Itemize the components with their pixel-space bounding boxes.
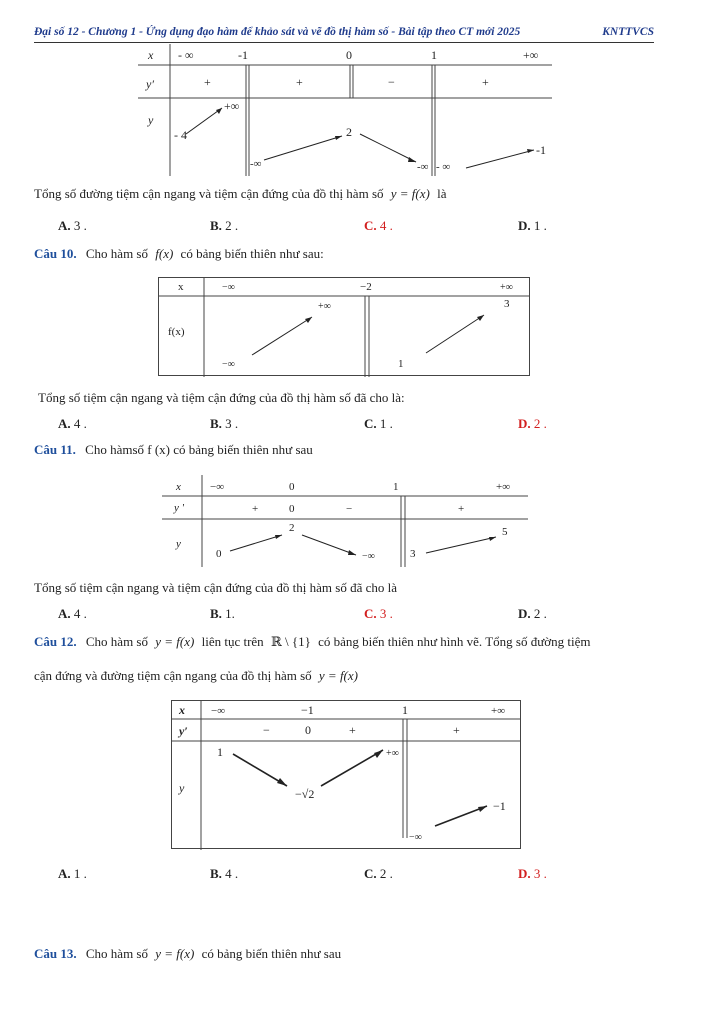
t11-arrow-1 <box>230 535 282 551</box>
t10-arrow-2 <box>426 315 484 353</box>
q11-statement: Tổng số tiệm cận ngang và tiệm cận đứng của đồ thị hàm số đã cho là <box>34 580 398 595</box>
t9-y-val-0: - 4 <box>174 128 187 142</box>
t11-x-val-0: −∞ <box>210 481 225 493</box>
t11-arrow-2 <box>302 535 356 555</box>
q10-prompt: Câu 10. Cho hàm số f(x) có bảng biến thiên như sau: <box>34 246 324 261</box>
t10-y-label: f(x) <box>168 326 185 338</box>
t9-sign-0: + <box>204 75 211 89</box>
t10-x-val-0: −∞ <box>222 282 235 293</box>
t12-sign-2: + <box>349 723 356 737</box>
q12-answer-b[interactable]: B. 4 . <box>210 866 239 881</box>
q11-answer-a[interactable]: A. 4 . <box>58 606 87 621</box>
t9-yp-label: y′ <box>146 77 154 91</box>
q11-label: Câu 11. <box>34 442 76 457</box>
header-tag: KNTTVCS <box>602 26 654 38</box>
q10-answer-d[interactable]: D. 2 . <box>518 416 547 431</box>
t12-y-val-4: −1 <box>493 799 506 813</box>
variation-table-q9 <box>138 44 552 176</box>
t12-x-val-3: +∞ <box>491 705 506 717</box>
t11-x-val-2: 1 <box>393 481 399 493</box>
t9-x-label: x <box>148 48 154 62</box>
t12-x-val-2: 1 <box>402 703 408 717</box>
q9-answer-c[interactable]: C. 4 . <box>364 218 393 233</box>
page-header <box>34 24 654 43</box>
t12-x-val-1: −1 <box>301 703 314 717</box>
t9-arrow-down <box>360 134 416 162</box>
q12-answer-a[interactable]: A. 1 . <box>58 866 87 881</box>
t11-y-val-3: 3 <box>410 548 416 560</box>
t9-arrow-up-1 <box>186 108 222 134</box>
q10-formula: f(x) <box>155 246 174 261</box>
q11-answer-b[interactable]: B. 1. <box>210 606 235 621</box>
t12-y-val-0: 1 <box>217 745 223 759</box>
t11-yp-label: y ' <box>174 502 184 514</box>
q11-answer-d[interactable]: D. 2 . <box>518 606 547 621</box>
variation-table-q10 <box>158 277 530 377</box>
t12-arrow-2 <box>321 750 383 786</box>
t11-arrow-3 <box>426 537 496 553</box>
t10-x-val-2: +∞ <box>500 282 513 293</box>
t10-y-val-2: 3 <box>504 298 510 310</box>
q12-answer-c[interactable]: C. 2 . <box>364 866 393 881</box>
t11-x-val-3: +∞ <box>496 481 511 493</box>
t9-y-label: y <box>148 113 154 127</box>
t11-x-val-1: 0 <box>289 481 295 493</box>
t12-y-val-2: +∞ <box>386 748 399 759</box>
t9-sign-1: + <box>296 75 303 89</box>
t9-x-val-1: -1 <box>238 48 248 62</box>
t11-sign-3: + <box>458 503 465 515</box>
t12-sign-1: 0 <box>305 723 311 737</box>
q12-prompt-line2: cận đứng và đường tiệm cận ngang của đồ thị hàm số y = f(x) <box>34 668 358 683</box>
t11-y-val-1: 2 <box>289 522 295 534</box>
t12-sign-3: + <box>453 723 460 737</box>
q9-statement: Tổng số đường tiệm cận ngang và tiệm cận đứng của đồ thị hàm số y = f(x) là <box>34 186 447 201</box>
variation-table-q12 <box>171 700 521 850</box>
q12-answer-d[interactable]: D. 3 . <box>518 866 547 881</box>
t12-x-label: x <box>179 703 185 717</box>
q11-prompt: Câu 11. Cho hàmsố f (x) có bảng biến thiên như sau <box>34 442 313 457</box>
t11-y-label: y <box>176 538 181 550</box>
t10-x-val-1: −2 <box>360 281 372 293</box>
t12-y-val-3: −∞ <box>409 832 422 843</box>
t9-y-val-2: -∞ <box>250 158 262 170</box>
t9-x-val-2: 0 <box>346 48 352 62</box>
t12-x-val-0: −∞ <box>211 705 226 717</box>
t11-sign-1: 0 <box>289 503 295 515</box>
t9-x-val-4: +∞ <box>523 48 539 62</box>
q10-label: Câu 10. <box>34 246 77 261</box>
t11-y-val-2: −∞ <box>362 551 375 562</box>
q12-domain: ℝ \ {1} <box>270 634 311 649</box>
q13-formula: y = f(x) <box>155 946 195 961</box>
q12-formula2: y = f(x) <box>318 668 358 683</box>
t10-y-val-1: −∞ <box>222 359 235 370</box>
q13-prompt: Câu 13. Cho hàm số y = f(x) có bảng biến thiên như sau <box>34 946 342 961</box>
t9-y-val-4: -∞ <box>417 161 429 173</box>
t11-x-label: x <box>176 481 181 493</box>
t12-y-val-1: −√2 <box>295 787 315 801</box>
q10-answer-a[interactable]: A. 4 . <box>58 416 87 431</box>
q11-answer-c[interactable]: C. 3 . <box>364 606 393 621</box>
q10-answer-c[interactable]: C. 1 . <box>364 416 393 431</box>
header-title: Đại số 12 - Chương 1 - Ứng dụng đạo hàm để khảo sát và vẽ đồ thị hàm số - Bài tập theo CT mới 2025 <box>34 26 521 38</box>
t9-y-val-5: - ∞ <box>436 161 451 173</box>
t10-arrow-1 <box>252 317 312 355</box>
t9-sign-3: + <box>482 75 489 89</box>
t9-sign-2: − <box>388 75 395 89</box>
q9-formula: y = f(x) <box>390 186 430 201</box>
q12-prompt-line1: Câu 12. Cho hàm số y = f(x) liên tục trên ℝ \ {1} có bảng biến thiên như hình vẽ. Tổng số đường tiệm <box>34 634 591 649</box>
t9-y-val-3: 2 <box>346 125 352 139</box>
t9-x-val-3: 1 <box>431 48 437 62</box>
t10-y-val-0: +∞ <box>318 301 331 312</box>
q9-answer-a[interactable]: A. 3 . <box>58 218 87 233</box>
q10-statement: Tổng số tiệm cận ngang và tiệm cận đứng của đồ thị hàm số đã cho là: <box>38 390 405 405</box>
t9-y-val-6: -1 <box>536 143 546 157</box>
t10-y-val-3: 1 <box>398 358 404 370</box>
variation-table-q11 <box>162 475 528 567</box>
t11-y-val-0: 0 <box>216 548 222 560</box>
t9-arrow-up-3 <box>466 150 534 168</box>
q9-answer-b[interactable]: B. 2 . <box>210 218 239 233</box>
t11-sign-2: − <box>346 503 353 515</box>
q9-answer-d[interactable]: D. 1 . <box>518 218 547 233</box>
q10-answer-b[interactable]: B. 3 . <box>210 416 239 431</box>
t11-sign-0: + <box>252 503 259 515</box>
t12-y-label: y <box>179 781 185 795</box>
t11-y-val-4: 5 <box>502 526 508 538</box>
q13-label: Câu 13. <box>34 946 77 961</box>
t10-x-label: x <box>178 281 184 293</box>
t9-arrow-up-2 <box>264 136 342 160</box>
t12-yp-label: y′ <box>179 724 188 738</box>
q12-label: Câu 12. <box>34 634 77 649</box>
t12-sign-0: − <box>263 723 270 737</box>
t9-y-val-1: +∞ <box>224 99 240 113</box>
q12-formula: y = f(x) <box>155 634 195 649</box>
t9-x-val-0: - ∞ <box>178 48 194 62</box>
